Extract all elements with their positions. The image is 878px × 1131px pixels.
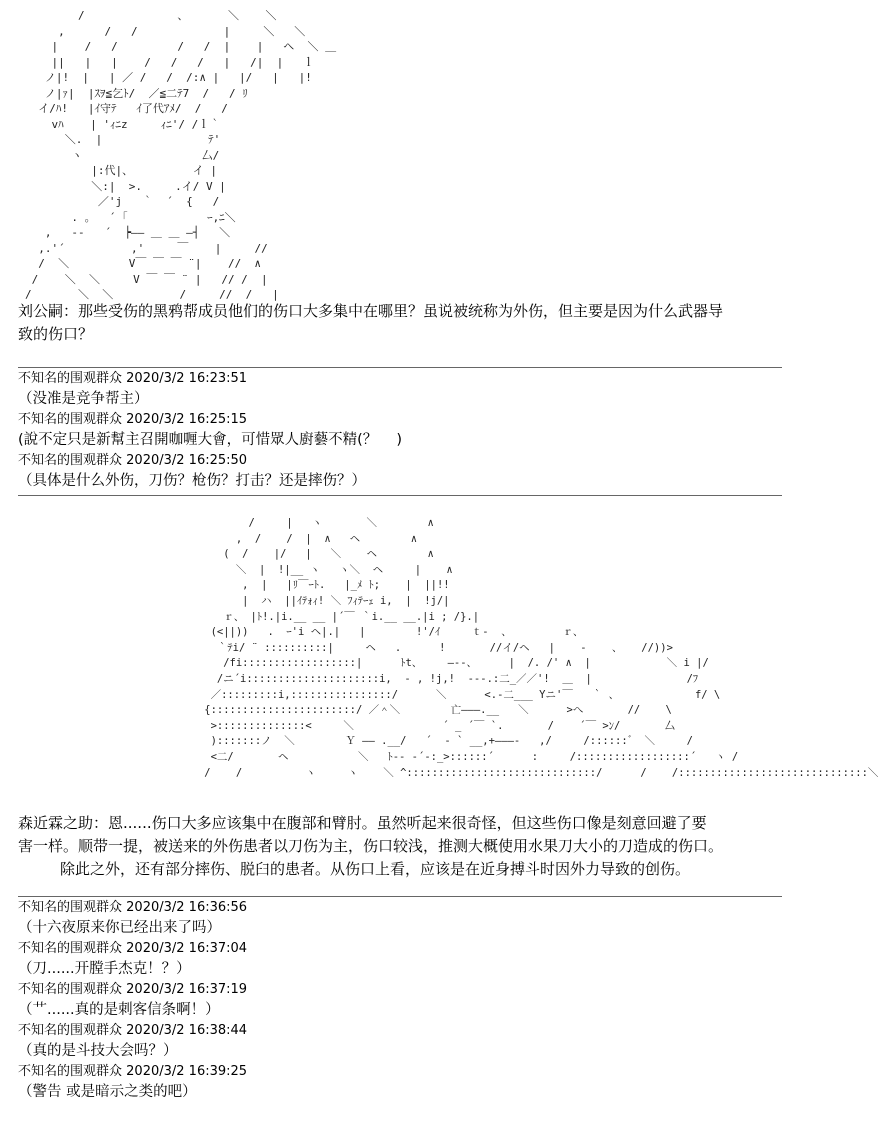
comment-meta — [18, 898, 788, 918]
comment-meta — [18, 410, 788, 430]
comment-user: 不知名的围观群众 — [18, 982, 123, 997]
comment — [18, 369, 788, 410]
comment-user: 不知名的围观群众 — [18, 412, 123, 427]
comment-time: 2020/3/2 16:25:15 — [126, 412, 248, 427]
comment-time: 2020/3/2 16:38:44 — [126, 1023, 248, 1038]
comment-text: （没准是竞争帮主） — [18, 391, 149, 407]
comment-user: 不知名的围观群众 — [18, 900, 123, 915]
narration-liu-gongsi — [18, 300, 788, 346]
comment-meta — [18, 939, 788, 959]
narration-line: 害一样。顺带一提，被送来的外伤患者以刀伤为主，伤口较浅，推测大概使用水果刀大小的刀造成的伤口。 — [18, 837, 724, 855]
narration-line: 除此之外，还有部分摔伤、脱臼的患者。从伤口上看，应该是在近身搏斗时因外力导致的创伤。 — [60, 860, 691, 878]
comment — [18, 451, 788, 492]
comment-time: 2020/3/2 16:37:04 — [126, 941, 248, 956]
comment-text: (說不定只是新幫主召開咖喱大會，可惜眾人廚藝不精(？ ) — [18, 432, 403, 448]
comment-meta — [18, 451, 788, 471]
narration-rinnosuke — [18, 812, 788, 881]
comment-list-1 — [18, 369, 788, 492]
comment — [18, 898, 788, 939]
comment-time: 2020/3/2 16:23:51 — [126, 371, 248, 386]
comment-user: 不知名的围观群众 — [18, 1064, 123, 1079]
comment-meta — [18, 1021, 788, 1041]
comment-time: 2020/3/2 16:25:50 — [126, 453, 248, 468]
comment-meta — [18, 1062, 788, 1082]
divider — [18, 896, 782, 897]
divider — [18, 367, 782, 368]
comment-text: （十六夜原来你已经出来了吗） — [18, 920, 221, 936]
comment-time: 2020/3/2 16:37:19 — [126, 982, 248, 997]
comment-list-2 — [18, 898, 788, 1103]
comment-text: （警告 或是暗示之类的吧） — [18, 1084, 197, 1100]
comment-user: 不知名的围观群众 — [18, 371, 123, 386]
comment — [18, 939, 788, 980]
comment — [18, 410, 788, 451]
comment — [18, 1021, 788, 1062]
divider — [18, 495, 782, 496]
comment-time: 2020/3/2 16:36:56 — [126, 900, 248, 915]
narration-line: 森近霖之助：恩......伤口大多应该集中在腹部和臂肘。虽然听起来很奇怪，但这些伤口像是刻意回避了要 — [18, 814, 707, 832]
comment — [18, 980, 788, 1021]
comment-user: 不知名的围观群众 — [18, 1023, 123, 1038]
comment-user: 不知名的围观群众 — [18, 941, 123, 956]
narration-line: 刘公嗣：那些受伤的黑鸦帮成员他们的伤口大多集中在哪里？虽说被统称为外伤，但主要是因为什么武器导 — [18, 302, 724, 320]
comment-meta — [18, 369, 788, 389]
comment-text: （刀......开膛手杰克！？） — [18, 961, 191, 977]
comment-text: （真的是斗技大会吗？） — [18, 1043, 178, 1059]
comment-meta — [18, 980, 788, 1000]
comment-user: 不知名的围观群众 — [18, 453, 123, 468]
comment-text: （艹......真的是刺客信条啊！） — [18, 1002, 220, 1018]
comment-text: （具体是什么外伤，刀伤？枪伤？打击？还是摔伤？） — [18, 473, 366, 489]
ascii-art-scene: / | ヽ ＼ ∧ , / / | ∧ ヘ ∧ ( / |/ | ＼ ヘ ∧ ＼ | !|__ ヽ ヽ＼ ヘ | ∧ , | |ﾘ￣ｰﾄ. |_ﾒ ﾄ; | ||!! | ハ ||ｲﾃｫｨ! ＼ ﾌｨﾃｰｪ i, | !j/| ｒ、 |ﾄ!.|i.__ __ |´￣ ｀i.__ __.|i ; /}.| (<||)) . ｰ'i ヘ|.| | !'/ｲ ｔ‐ 、 ｒ、 ｀ﾃi/ ¨ ::::::::::| ヘ . ! //イ/ヘ | ‐ 、 //))> /fi::::::::::::::::::| ﾄt、 ―‐-、 | /. /' ∧ | ＼ i |/ /ニ´i:::::::::::::::::::::i, ‐ , !j,! ‐‐-.:二_／／'! ＿ | /ﾌ ／:::::::::i,::::::::::::::::/ ＼ <.-二___ Yニ'￣ ｀ 、 f/ \ {:::::::::::::::::::::::/ ／＾＼ 亡―――.__ ＼ >へ // \ >::::::::::::::< ＼ ´ _ ´￣ `. / ´￣ >ﾝ/ 厶 ):::::::ノ ＼ Ｙ ―― .__/ ´ ‐ ` __,+―――- ,/ /::::::゛ ＼ / <二/ ヘ ＼ ﾄ‐‐ ‐´‐:_>::::::´ : /::::::::::::::::::´ ヽ / / / ヽ ヽ ＼ ^::::::::::::::::::::::::::::::/ / /::::::::::::::::::::::::::::::＼ — [204, 517, 878, 779]
ascii-art-character: / 、 ＼ ＼ , / / | ＼ ＼ | / / / / | | ヘ ＼ ＿ || | | / / / | /| | ｌ ノ|! | | ／ / / /:∧ | |/ | |! ノ|ｧ| |ｽｦ≦乞ﾄ/ ／≦二ﾃ7 / / ﾘ イ/ﾊ! |ｲ守ﾃ ｲ了代ｱﾒ/ / / vﾊ | 'ｨﾆz ｨﾆ'/ /ｌ｀ ＼. | ﾃ' ヽ 厶/ |:代|、 イ | ＼:| >. .イ/ V | ／'j ｀ ´ { / . 。 ´ ｢ ｰ,ﾆ＼ , -- ´ ┝―― ＿ ＿ ―┤ ＼ ,.'´ ,' ￣ | // / ＼ V￣ ￣ ￣ ¨| // ∧ / ＼ ＼ V ￣ ￣ ¨ | // / | / ＼ ＼ / // / | — [25, 9, 337, 301]
narration-line: 致的伤口？ — [18, 325, 94, 343]
comment-time: 2020/3/2 16:39:25 — [126, 1064, 248, 1079]
comment — [18, 1062, 788, 1103]
